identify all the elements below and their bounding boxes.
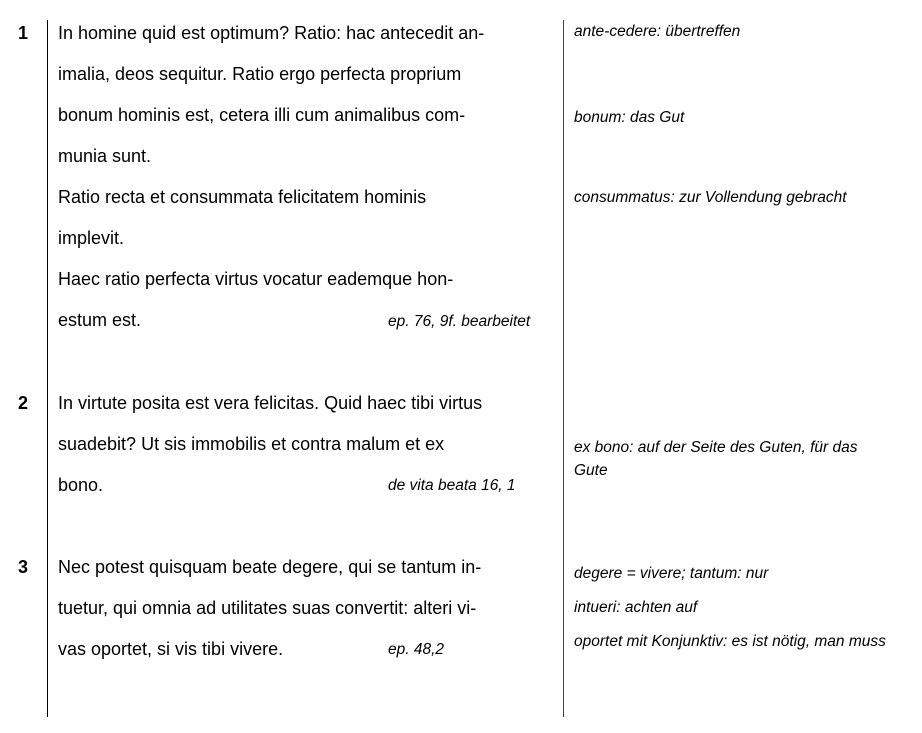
- text-line: Ratio recta et consummata felicitatem hominis: [58, 187, 427, 207]
- vocab-note: degere = vivere; tantum: nur: [574, 565, 769, 582]
- text-line: tuetur, qui omnia ad utilitates suas convertit: alteri vi-: [58, 598, 477, 618]
- text-line: Nec potest quisquam beate degere, qui se tantum in-: [58, 557, 482, 577]
- text-line: suadebit? Ut sis immobilis et contra malum et ex: [58, 434, 445, 454]
- section-number: 1: [18, 23, 29, 43]
- section-number: 2: [18, 393, 29, 413]
- text-line: bonum hominis est, cetera illi cum animalibus com-: [58, 105, 466, 125]
- text-line: In virtute posita est vera felicitas. Quid haec tibi virtus: [58, 393, 483, 413]
- vocab-note: ex bono: auf der Seite des Guten, für das Gute: [574, 439, 858, 479]
- left-column-divider: [47, 20, 48, 717]
- source-citation: ep. 48,2: [388, 641, 445, 658]
- source-citation: de vita beata 16, 1: [388, 477, 516, 494]
- vocab-note: ante-cedere: übertreffen: [574, 23, 741, 40]
- text-line: Haec ratio perfecta virtus vocatur eademque hon-: [58, 269, 454, 289]
- text-line: implevit.: [58, 228, 125, 248]
- text-line: vas oportet, si vis tibi vivere.: [58, 639, 284, 659]
- right-column-divider: [563, 20, 564, 717]
- text-line: estum est.: [58, 310, 142, 330]
- text-line: bono.: [58, 475, 104, 495]
- text-line: imalia, deos sequitur. Ratio ergo perfecta proprium: [58, 64, 462, 84]
- text-line: In homine quid est optimum? Ratio: hac antecedit an-: [58, 23, 485, 43]
- section-number: 3: [18, 557, 29, 577]
- source-citation: ep. 76, 9f. bearbeitet: [388, 313, 531, 330]
- vocab-note: consummatus: zur Vollendung gebracht: [574, 189, 847, 206]
- vocab-note: oportet mit Konjunktiv: es ist nötig, man muss: [574, 633, 886, 650]
- vocab-note: bonum: das Gut: [574, 109, 685, 126]
- vocab-note: intueri: achten auf: [574, 599, 698, 616]
- text-line: munia sunt.: [58, 146, 152, 166]
